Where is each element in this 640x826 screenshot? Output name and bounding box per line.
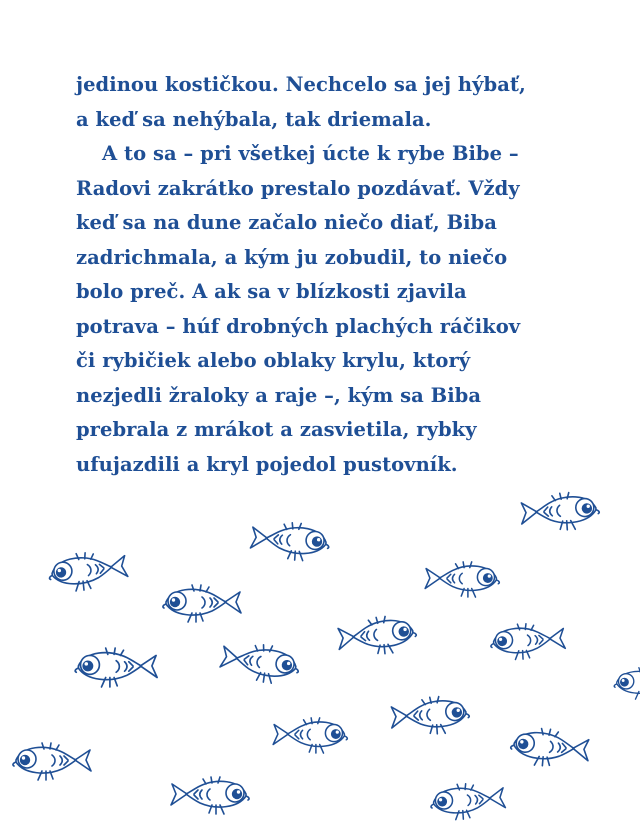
- fish-tail: [75, 750, 91, 771]
- fish-eye-shine: [520, 740, 524, 744]
- fish-scales: [52, 755, 68, 766]
- fish-tail: [337, 627, 355, 650]
- fish-fin: [456, 562, 472, 569]
- fish-tail: [171, 784, 187, 805]
- fish-body: [439, 566, 496, 590]
- fish-pupil: [232, 789, 242, 799]
- fish-fin: [377, 644, 393, 655]
- fish-body: [235, 646, 298, 680]
- fish-pupil: [20, 755, 30, 765]
- fish-eye-shine: [499, 638, 502, 641]
- fish-scales: [550, 741, 567, 753]
- fish-eye: [305, 531, 324, 550]
- fish-pupil: [331, 729, 341, 739]
- fish-eye-shine: [22, 756, 25, 759]
- fish-eye: [81, 655, 100, 674]
- fish-icon: [152, 580, 244, 626]
- fish-pupil: [497, 636, 507, 646]
- fish-mouth: [326, 544, 329, 548]
- fish-eye: [619, 674, 634, 689]
- fish-icon: [498, 720, 594, 774]
- fish-fin: [517, 623, 533, 630]
- fish-scales: [360, 629, 377, 642]
- fish-fin: [515, 650, 530, 659]
- fish-body: [493, 627, 551, 654]
- fish-tail: [140, 655, 157, 677]
- fish-mouth: [413, 632, 416, 636]
- fish-fin: [430, 724, 446, 734]
- fish-fin: [422, 697, 439, 705]
- fish-scales: [274, 534, 291, 546]
- text-line: prebrala z mrákot a zasvietila, rybky: [76, 413, 596, 448]
- fish-pupil: [581, 503, 592, 514]
- fish-eye: [516, 733, 536, 753]
- fish-fin: [461, 589, 475, 598]
- fish-fin: [42, 743, 59, 750]
- fish-body: [352, 618, 414, 650]
- fish-fin: [309, 745, 323, 754]
- fish-icon: [64, 643, 161, 691]
- fish-mouth: [511, 745, 514, 749]
- fish-fin: [192, 585, 209, 592]
- fish-eye-shine: [488, 575, 491, 578]
- fish-eye-shine: [403, 628, 407, 632]
- fish-body: [186, 781, 246, 807]
- fish-pupil: [281, 659, 293, 671]
- fish-fin: [102, 678, 118, 687]
- fish-tail: [489, 788, 506, 809]
- fish-eye: [226, 784, 244, 802]
- fish-scales: [544, 505, 561, 517]
- fish-scales: [87, 563, 104, 576]
- fish-body: [166, 589, 226, 615]
- fish-pupil: [620, 678, 629, 687]
- fish-fin: [304, 718, 320, 725]
- fish-body: [405, 699, 467, 729]
- fish-scales: [295, 729, 310, 739]
- fish-pupil: [518, 738, 529, 749]
- fish-fin: [560, 520, 576, 530]
- fish-eye: [445, 702, 464, 721]
- fish-tail: [390, 706, 407, 728]
- fish-icon: [605, 663, 640, 702]
- fish-scales: [447, 573, 462, 583]
- fish-icon: [247, 515, 342, 567]
- text-line: keď sa na dune začalo niečo diať, Biba: [76, 206, 596, 241]
- fish-tail: [572, 738, 590, 760]
- fish-eye-shine: [287, 662, 291, 666]
- fish-body: [16, 747, 76, 773]
- fish-fin: [38, 771, 53, 780]
- fish-fin: [541, 729, 559, 737]
- fish-mouth: [491, 644, 494, 648]
- fish-icon: [270, 713, 357, 757]
- fish-fin: [209, 805, 224, 814]
- fish-eye: [168, 592, 186, 610]
- fish-tail: [225, 592, 241, 613]
- text-line: nezjedli žraloky a raje –, kým sa Biba: [76, 379, 596, 414]
- text-line: či rybičiek alebo oblaky krylu, ktorý: [76, 344, 596, 379]
- fish-mouth: [163, 604, 166, 608]
- fish-fin: [76, 552, 94, 561]
- body-text: [76, 68, 596, 482]
- fish-mouth: [295, 668, 299, 672]
- fish-pupil: [483, 573, 493, 583]
- text-line: Radovi zakrátko prestalo pozdávať. Vždy: [76, 172, 596, 207]
- fish-icon: [168, 772, 260, 818]
- fish-eye-shine: [84, 662, 88, 666]
- fish-eye-shine: [57, 569, 61, 573]
- fish-mouth: [75, 668, 78, 672]
- fish-fin: [636, 692, 640, 700]
- fish-mouth: [13, 762, 16, 766]
- fish-fin: [455, 810, 470, 820]
- fish-fin: [203, 777, 220, 784]
- fish-icon: [517, 485, 612, 537]
- fish-mouth: [246, 796, 249, 800]
- fish-eye: [325, 725, 342, 742]
- fish-fin: [368, 616, 386, 625]
- fish-pupil: [170, 597, 180, 607]
- fish-pupil: [437, 796, 448, 807]
- fish-eye: [575, 498, 594, 517]
- fish-tail: [520, 502, 537, 524]
- fish-icon: [2, 738, 94, 784]
- fish-eye: [435, 791, 453, 809]
- fish-pupil: [55, 567, 66, 578]
- fish-pupil: [398, 626, 409, 637]
- fish-mouth: [496, 580, 499, 584]
- text-line: bolo preč. A ak sa v blízkosti zjavila: [76, 275, 596, 310]
- fish-body: [513, 731, 575, 762]
- fish-tail: [273, 725, 288, 745]
- fish-scales: [202, 597, 218, 608]
- fish-scales: [116, 661, 133, 673]
- text-line: A to sa – pri všetkej úcte k rybe Bibe –: [76, 137, 596, 172]
- fish-body: [287, 722, 344, 746]
- fish-body: [433, 786, 492, 814]
- fish-eye-shine: [172, 598, 175, 601]
- fish-body: [265, 525, 327, 555]
- fish-icon: [36, 543, 132, 598]
- fish-fin: [106, 648, 124, 655]
- fish-icon: [479, 617, 569, 665]
- text-line: potrava – húf drobných plachých ráčikov: [76, 310, 596, 345]
- fish-pupil: [82, 660, 93, 671]
- fish-tail: [549, 628, 565, 649]
- fish-mouth: [431, 804, 434, 808]
- fish-eye: [18, 750, 36, 768]
- fish-fin: [284, 522, 301, 530]
- fish-icon: [387, 689, 482, 741]
- fish-eye-shine: [237, 790, 240, 793]
- fish-fin: [256, 672, 272, 683]
- fish-tail: [110, 556, 128, 579]
- fish-pupil: [311, 536, 322, 547]
- text-line: zadrichmala, a kým ju zobudil, to niečo: [76, 241, 596, 276]
- fish-tail: [425, 569, 440, 589]
- fish-mouth: [614, 684, 617, 687]
- fish-icon: [422, 557, 509, 601]
- fish-mouth: [344, 736, 347, 740]
- fish-tail: [220, 646, 239, 669]
- fish-scales: [414, 709, 431, 721]
- fish-fin: [288, 551, 304, 561]
- fish-eye: [392, 621, 412, 641]
- fish-icon: [333, 607, 429, 662]
- fish-body: [78, 653, 141, 680]
- fish-icon: [419, 776, 509, 826]
- fish-fin: [457, 783, 474, 791]
- fish-body: [535, 495, 597, 525]
- fish-fin: [75, 580, 91, 591]
- fish-scales: [243, 654, 260, 667]
- fish-eye: [275, 654, 295, 674]
- fish-scales: [194, 789, 210, 800]
- fish-fin: [255, 644, 273, 653]
- fish-body: [51, 554, 113, 586]
- fish-mouth: [466, 714, 469, 718]
- fish-eye-shine: [622, 679, 625, 682]
- fish-eye: [53, 561, 73, 581]
- fish-fin: [188, 613, 203, 622]
- fish-eye-shine: [336, 731, 339, 734]
- fish-pupil: [451, 707, 462, 718]
- fish-eye-shine: [317, 538, 321, 542]
- fish-eye: [477, 569, 494, 586]
- text-line: a keď sa nehýbala, tak driemala.: [76, 103, 596, 138]
- text-line: ufujazdili a kryl pojedol pustovník.: [76, 448, 596, 483]
- text-line: jedinou kostičkou. Nechcelo sa jej hýbať,: [76, 68, 596, 103]
- fish-eye-shine: [456, 708, 460, 712]
- fish-eye-shine: [586, 504, 590, 508]
- fish-icon: [215, 634, 313, 692]
- fish-body: [617, 671, 640, 693]
- fish-mouth: [49, 575, 52, 579]
- fish-fin: [534, 756, 550, 766]
- fish-tail: [250, 527, 267, 549]
- fish-eye: [495, 631, 513, 649]
- fish-mouth: [596, 510, 599, 514]
- fish-fin: [552, 493, 569, 501]
- fish-scales: [527, 634, 543, 645]
